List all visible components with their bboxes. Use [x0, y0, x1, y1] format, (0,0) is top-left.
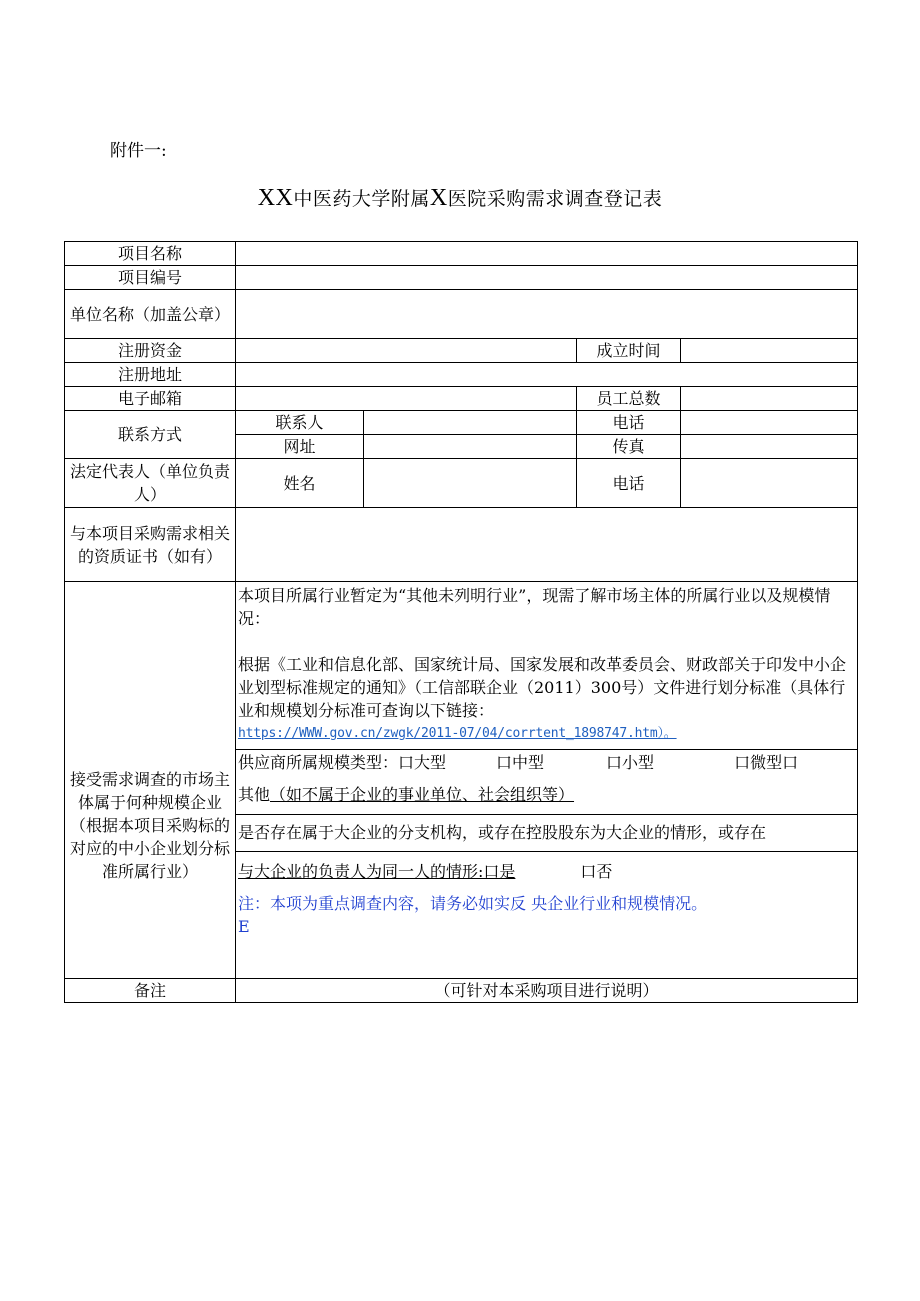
row-remark [65, 979, 858, 1003]
field-project-code[interactable] [236, 266, 858, 290]
checkbox-small[interactable]: 口小型 [606, 753, 655, 772]
field-website[interactable] [364, 435, 577, 459]
label-found-time: 成立时间 [577, 339, 681, 363]
title-prefix: XX [257, 185, 294, 211]
row-qualification [65, 508, 858, 582]
branch-question: 是否存在属于大企业的分支机构，或存在控股股东为大企业的情形，或存在 [238, 823, 767, 842]
field-qualification[interactable] [236, 508, 858, 582]
field-rep-name[interactable] [364, 459, 577, 508]
scale-options [238, 750, 857, 776]
row-contact-1 [65, 411, 858, 435]
survey-note: 注：本项为重点调查内容，请务必如实反 央企业行业和规模情况。 [238, 894, 708, 913]
field-project-name[interactable] [236, 242, 858, 266]
field-reg-capital[interactable] [236, 339, 577, 363]
row-reg-capital [65, 339, 858, 363]
survey-basis: 根据《工业和信息化部、国家统计局、国家发展和改革委员会、财政部关于印发中小企业划型标准规定的通知》（工信部联企业（2011）300号）文件进行划分标准（具体行业和规模划分标准可查询以下链接： [238, 655, 847, 720]
label-phone: 电话 [577, 411, 681, 435]
row-legal-rep [65, 459, 858, 508]
attachment-label: 附件一: [110, 141, 167, 161]
row-unit-name [65, 290, 858, 339]
row-project-name [65, 242, 858, 266]
label-email: 电子邮箱 [65, 387, 236, 411]
survey-intro: 本项目所属行业暂定为“其他未列明行业”，现需了解市场主体的所属行业以及规模情况： [238, 586, 831, 628]
registration-form [64, 241, 858, 1003]
row-project-code [65, 266, 858, 290]
label-rep-phone: 电话 [577, 459, 681, 508]
survey-note-tail: E [238, 917, 250, 936]
other-detail: （如不属于企业的事业单位、社会组织等） [270, 785, 575, 804]
title-suffix: 医院采购需求调查登记表 [447, 188, 663, 210]
scale-label: 供应商所属规模类型： [238, 753, 399, 772]
title-x: X [429, 185, 448, 211]
field-found-time[interactable] [681, 339, 858, 363]
label-project-name: 项目名称 [65, 242, 236, 266]
other-prefix: 其他 [238, 785, 271, 804]
label-survey: 接受需求调查的市场主体属于何种规模企业（根据本项目采购标的对应的中小企业划分标准所属行业） [65, 582, 236, 979]
scale-other [238, 776, 857, 814]
checkbox-no[interactable]: 口否 [580, 862, 613, 881]
field-email[interactable] [236, 387, 577, 411]
label-qualification: 与本项目采购需求相关的资质证书（如有） [65, 508, 236, 582]
label-reg-capital: 注册资金 [65, 339, 236, 363]
branch-options [238, 852, 857, 892]
field-contact-person[interactable] [364, 411, 577, 435]
label-unit-name: 单位名称（加盖公章） [65, 290, 236, 339]
field-rep-phone[interactable] [681, 459, 858, 508]
row-email [65, 387, 858, 411]
label-fax: 传真 [577, 435, 681, 459]
field-unit-name[interactable] [236, 290, 858, 339]
row-reg-address [65, 363, 858, 387]
label-contact: 联系方式 [65, 411, 236, 459]
branch-question-2[interactable]: 与大企业的负责人为同一人的情形:口是 [238, 862, 516, 881]
title-middle: 中医药大学附属 [293, 188, 430, 210]
checkbox-micro[interactable]: 口微型口 [734, 753, 799, 772]
field-phone[interactable] [681, 411, 858, 435]
label-legal-rep: 法定代表人（单位负责人） [65, 459, 236, 508]
checkbox-medium[interactable]: 口中型 [496, 753, 545, 772]
label-project-code: 项目编号 [65, 266, 236, 290]
survey-content [236, 582, 858, 979]
page-title [0, 184, 920, 212]
row-survey [65, 582, 858, 979]
label-reg-address: 注册地址 [65, 363, 236, 387]
field-staff-total[interactable] [681, 387, 858, 411]
field-reg-address[interactable] [236, 363, 858, 387]
label-contact-person: 联系人 [236, 411, 364, 435]
label-rep-name: 姓名 [236, 459, 364, 508]
checkbox-large[interactable]: 口大型 [398, 753, 447, 772]
label-remark: 备注 [65, 979, 236, 1003]
field-remark[interactable]: （可针对本采购项目进行说明） [236, 979, 858, 1003]
field-fax[interactable] [681, 435, 858, 459]
label-website: 网址 [236, 435, 364, 459]
standard-link[interactable]: https://WWW.gov.cn/zwgk/2011-07/04/corrtent_1898747.htm）。 [238, 726, 677, 741]
label-staff-total: 员工总数 [577, 387, 681, 411]
